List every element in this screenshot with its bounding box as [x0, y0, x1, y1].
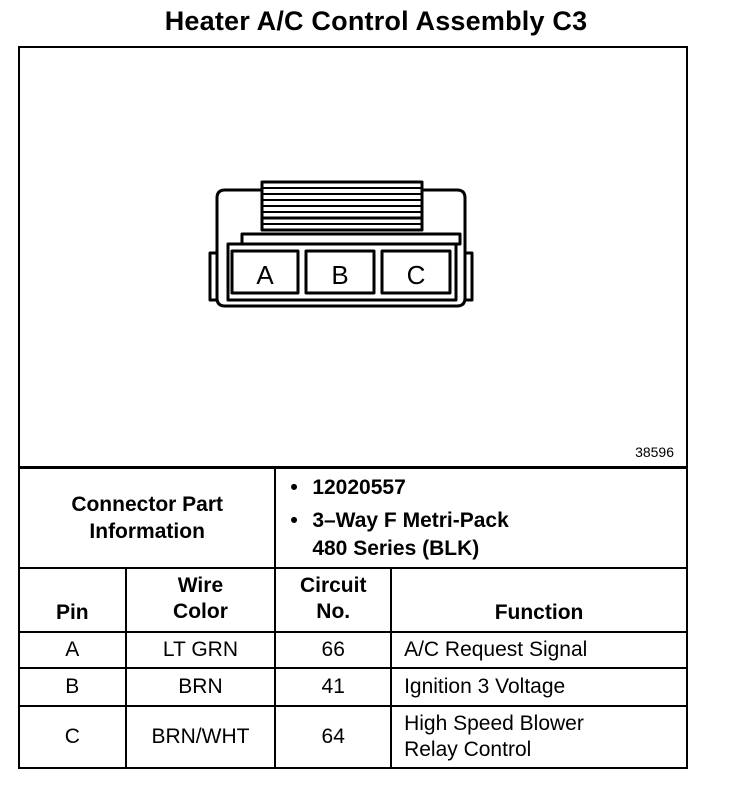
connector-part-info-row — [19, 468, 687, 568]
part-description-line2: 480 Series (BLK) — [312, 536, 480, 560]
connector-table — [18, 467, 688, 769]
figure-number: 38596 — [635, 444, 674, 460]
pin-cell: C — [19, 706, 126, 768]
pin-label-c: C — [406, 260, 426, 290]
pin-cell: A — [19, 632, 126, 668]
function-cell: Ignition 3 Voltage — [391, 668, 687, 706]
wire-color-cell: LT GRN — [126, 632, 276, 668]
table-row — [19, 632, 687, 668]
header-function: Function — [391, 568, 687, 632]
table-row — [19, 706, 687, 768]
circuit-cell: 64 — [275, 706, 391, 768]
connector-part-info-label: Connector Part Information — [19, 468, 275, 568]
table-header-row — [19, 568, 687, 632]
pin-label-b: B — [331, 260, 349, 290]
header-circuit-no: Circuit No. — [275, 568, 391, 632]
pin-cell: B — [19, 668, 126, 706]
header-pin: Pin — [19, 568, 126, 632]
pin-label-a: A — [256, 260, 274, 290]
wire-color-cell: BRN — [126, 668, 276, 706]
header-wire-color: Wire Color — [126, 568, 276, 632]
function-cell: High Speed Blower Relay Control — [391, 706, 687, 768]
table-row — [19, 668, 687, 706]
circuit-cell: 66 — [275, 632, 391, 668]
page-title: Heater A/C Control Assembly C3 — [164, 6, 588, 36]
wire-color-cell: BRN/WHT — [126, 706, 276, 768]
part-number: 12020557 — [312, 475, 406, 499]
circuit-cell: 41 — [275, 668, 391, 706]
connector-drawing — [20, 48, 686, 466]
part-description-line1: 3–Way F Metri-Pack — [312, 508, 509, 532]
connector-part-info-values: • 12020557 • 3–Way F Metri-Pack 480 Series (BLK) — [275, 468, 687, 568]
connector-diagram — [18, 46, 688, 468]
function-cell: A/C Request Signal — [391, 632, 687, 668]
